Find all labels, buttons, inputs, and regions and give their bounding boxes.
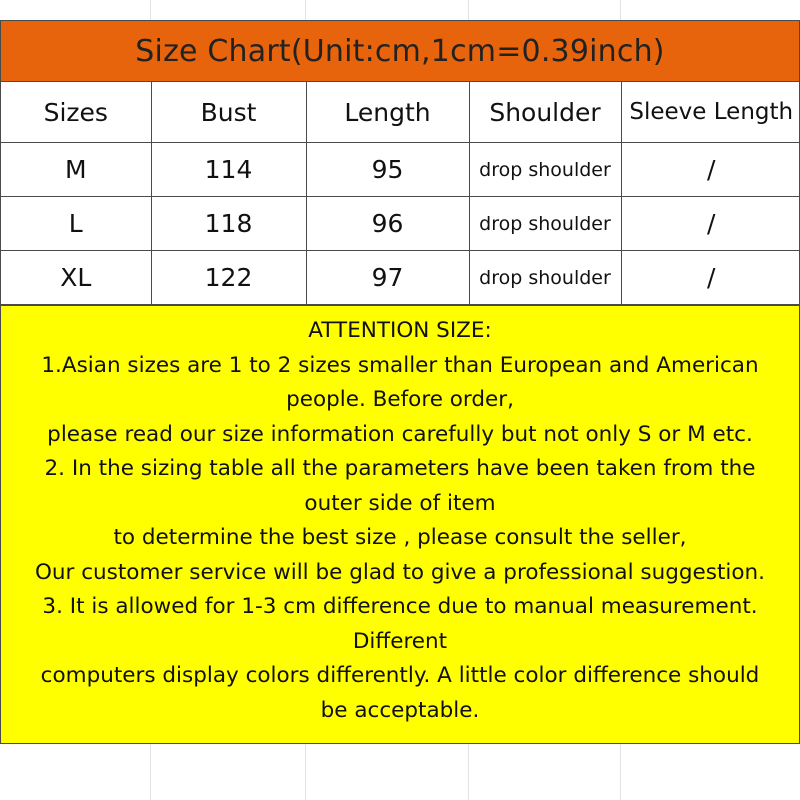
attention-notice [1, 305, 799, 743]
size-chart [0, 20, 800, 744]
bust-cell: 114 [151, 143, 306, 197]
bust-cell: 122 [151, 251, 306, 305]
sleeve-length-cell: / [621, 197, 800, 251]
header-sizes: Sizes [1, 82, 151, 143]
shoulder-cell: drop shoulder [469, 251, 621, 305]
table-header-row [1, 82, 800, 143]
header-shoulder: Shoulder [469, 82, 621, 143]
table-row [1, 251, 800, 305]
notice-line: be acceptable. [320, 697, 480, 723]
notice-line: people. Before order, [286, 387, 514, 412]
sleeve-length-cell: / [621, 143, 800, 197]
size-table [1, 82, 800, 305]
sleeve-length-cell: / [621, 251, 800, 305]
notice-line: computers display colors differently. A little color difference should [40, 663, 760, 688]
size-cell: M [1, 143, 151, 197]
size-chart-title: Size Chart(Unit:cm,1cm=0.39inch) [1, 21, 799, 82]
notice-line: 3. It is allowed for 1-3 cm difference due to manual measurement. [42, 594, 758, 619]
header-length: Length [306, 82, 469, 143]
shoulder-cell: drop shoulder [469, 197, 621, 251]
notice-heading: ATTENTION SIZE: [308, 318, 492, 343]
header-bust: Bust [151, 82, 306, 143]
length-cell: 96 [306, 197, 469, 251]
notice-line: to determine the best size , please consult the seller, [113, 525, 687, 550]
notice-line: 2. In the sizing table all the parameters have been taken from the [44, 456, 756, 481]
notice-line: Our customer service will be glad to give a professional suggestion. [35, 559, 765, 585]
notice-line: Different [352, 628, 448, 654]
length-cell: 95 [306, 143, 469, 197]
table-row [1, 197, 800, 251]
notice-line: 1.Asian sizes are 1 to 2 sizes smaller than European and American [41, 352, 759, 378]
size-cell: L [1, 197, 151, 251]
size-cell: XL [1, 251, 151, 305]
shoulder-cell: drop shoulder [469, 143, 621, 197]
header-sleeve-length: Sleeve Length [621, 82, 800, 143]
bust-cell: 118 [151, 197, 306, 251]
notice-line: outer side of item [304, 490, 496, 516]
notice-line: please read our size information carefully but not only S or M etc. [47, 421, 753, 447]
length-cell: 97 [306, 251, 469, 305]
table-row [1, 143, 800, 197]
